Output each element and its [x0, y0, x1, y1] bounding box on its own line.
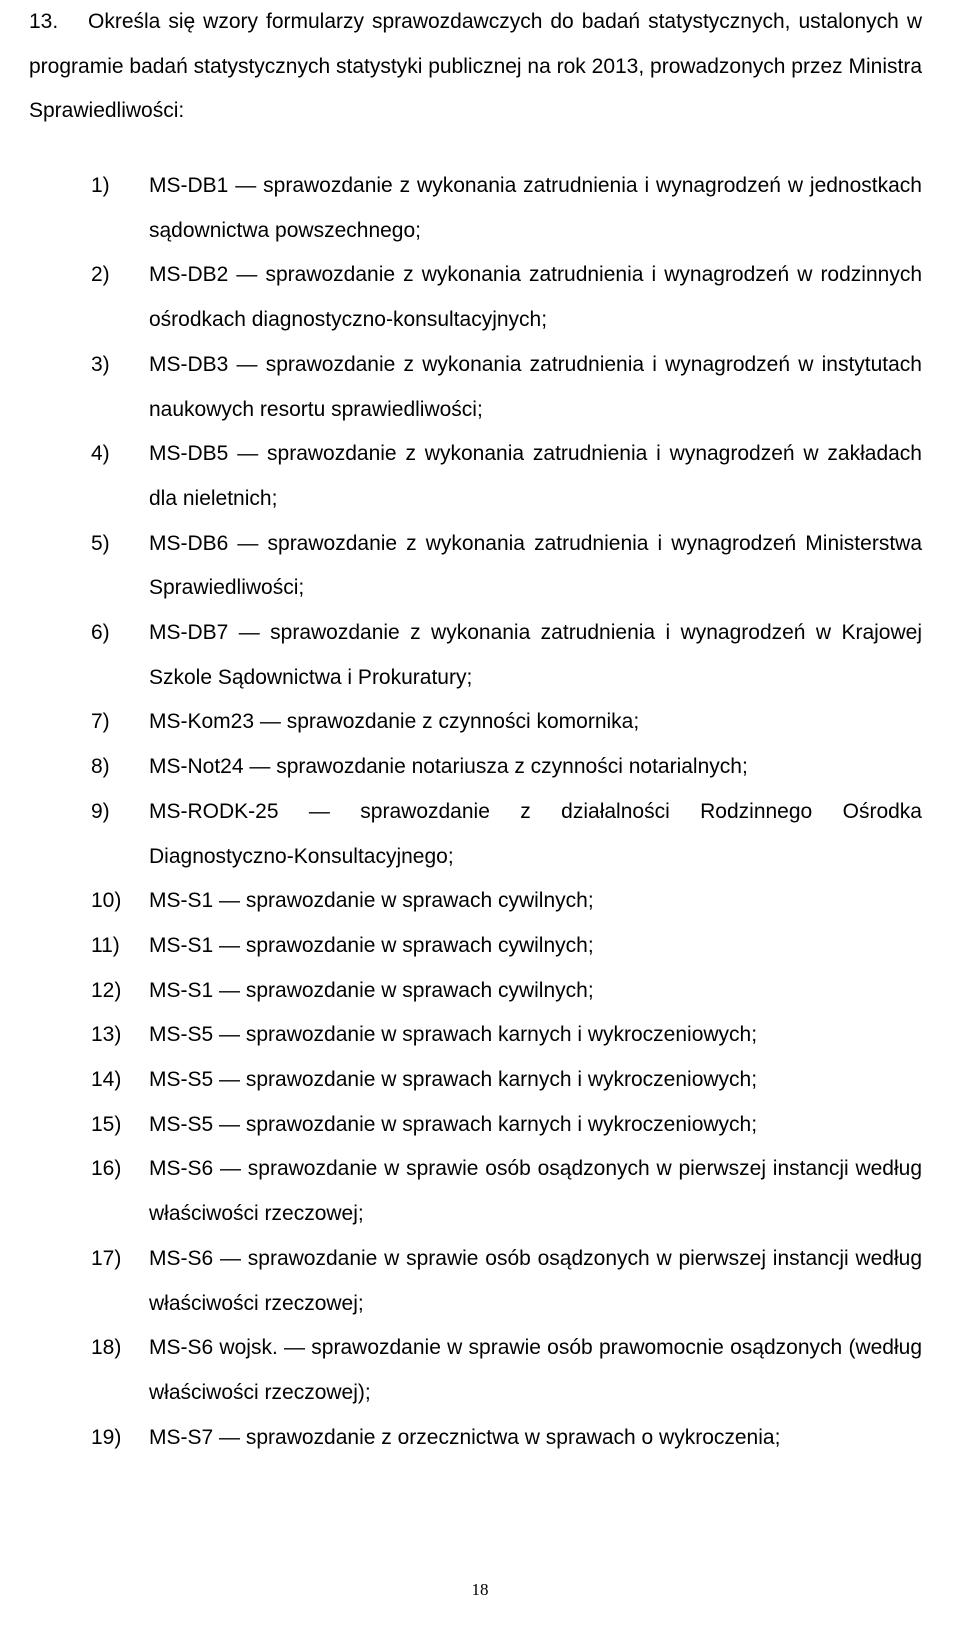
list-item-text: MS-Kom23 ― sprawozdanie z czynności komornika;: [149, 710, 640, 734]
list-item-text: MS-DB6 ― sprawozdanie z wykonania zatrudnienia i wynagrodzeń Ministerstwa Sprawiedliwości;: [149, 531, 922, 600]
list-item-text: MS-S6 wojsk. ― sprawozdanie w sprawie osób prawomocnie osądzonych (według właściwości rzeczowej);: [149, 1336, 922, 1404]
list-item-text: MS-DB3 ― sprawozdanie z wykonania zatrudnienia i wynagrodzeń w instytutach naukowych resortu sprawiedliwości;: [149, 352, 922, 421]
list-item-number: 17): [91, 1246, 122, 1270]
list-item: [0, 164, 960, 253]
list-item-number: 18): [91, 1336, 122, 1360]
list-item: [0, 1416, 960, 1461]
list-item: [0, 343, 960, 432]
report-forms-list: [0, 164, 960, 1460]
list-item-number: 12): [91, 978, 122, 1002]
list-item: [0, 522, 960, 611]
intro-paragraph: [29, 0, 922, 134]
list-item: [0, 969, 960, 1014]
list-item: [0, 700, 960, 745]
list-item-text: MS-S1 ― sprawozdanie w sprawach cywilnych;: [149, 978, 594, 1002]
list-item-number: 16): [91, 1157, 122, 1181]
list-item-text: MS-S1 ― sprawozdanie w sprawach cywilnych;: [149, 933, 594, 957]
list-item: [0, 1237, 960, 1326]
list-item-text: MS-DB7 ― sprawozdanie z wykonania zatrudnienia i wynagrodzeń w Krajowej Szkole Sądownictwa i Prokuratury;: [149, 621, 922, 689]
list-item-number: 5): [91, 531, 110, 555]
list-item-text: MS-S5 ― sprawozdanie w sprawach karnych i wykroczeniowych;: [149, 1068, 758, 1092]
list-item-text: MS-RODK-25 ― sprawozdanie z działalności Rodzinnego Ośrodka Diagnostyczno-Konsultacyjnego;: [149, 799, 922, 868]
list-item-text: MS-DB2 ― sprawozdanie z wykonania zatrudnienia i wynagrodzeń w rodzinnych ośrodkach diagnostyczno-konsultacyjnych;: [149, 263, 922, 332]
list-item-number: 11): [91, 933, 120, 957]
list-item-number: 13): [91, 1023, 122, 1047]
list-item-number: 15): [91, 1112, 122, 1136]
list-item: [0, 1058, 960, 1103]
list-item-text: MS-S5 ― sprawozdanie w sprawach karnych i wykroczeniowych;: [149, 1023, 758, 1047]
list-item: [0, 1103, 960, 1148]
list-item: [0, 253, 960, 342]
list-item-text: MS-Not24 ― sprawozdanie notariusza z czynności notarialnych;: [149, 755, 748, 779]
list-item-number: 10): [91, 889, 122, 913]
list-item-number: 9): [91, 799, 110, 823]
list-item-text: MS-DB1 ― sprawozdanie z wykonania zatrudnienia i wynagrodzeń w jednostkach sądownictwa powszechnego;: [149, 174, 922, 242]
list-item-number: 7): [91, 710, 110, 734]
list-item-text: MS-S6 ― sprawozdanie w sprawie osób osądzonych w pierwszej instancji według właściwości rzeczowej;: [149, 1246, 922, 1315]
list-item: [0, 1147, 960, 1236]
list-item-number: 2): [91, 263, 110, 287]
list-item: [0, 745, 960, 790]
list-item: [0, 611, 960, 700]
list-item: [0, 432, 960, 521]
list-item-text: MS-S6 ― sprawozdanie w sprawie osób osądzonych w pierwszej instancji według właściwości rzeczowej;: [149, 1157, 922, 1226]
page-number: 18: [471, 1580, 489, 1599]
list-item-text: MS-DB5 ― sprawozdanie z wykonania zatrudnienia i wynagrodzeń w zakładach dla nieletnich;: [149, 442, 922, 510]
list-item-number: 14): [91, 1068, 122, 1092]
list-item-number: 6): [91, 621, 110, 645]
list-item-text: MS-S1 ― sprawozdanie w sprawach cywilnych;: [149, 889, 594, 913]
intro-text: Określa się wzory formularzy sprawozdawczych do badań statystycznych, ustalonych w programie badań statystycznych statystyki publicznej na rok 2013, prowadzonych przez Ministra Sprawiedliwości:: [29, 10, 922, 122]
list-item-number: 8): [91, 755, 110, 779]
list-item-text: MS-S7 ― sprawozdanie z orzecznictwa w sprawach o wykroczenia;: [149, 1425, 781, 1449]
list-item: [0, 1326, 960, 1415]
list-item: [0, 1013, 960, 1058]
list-item: [0, 790, 960, 879]
list-item-number: 3): [91, 352, 110, 376]
list-item-number: 19): [91, 1425, 122, 1449]
list-item-number: 1): [91, 174, 110, 197]
intro-number: 13.: [29, 10, 59, 33]
list-item: [0, 879, 960, 924]
list-item-text: MS-S5 ― sprawozdanie w sprawach karnych i wykroczeniowych;: [149, 1112, 758, 1136]
list-item-number: 4): [91, 442, 110, 466]
list-item: [0, 924, 960, 969]
